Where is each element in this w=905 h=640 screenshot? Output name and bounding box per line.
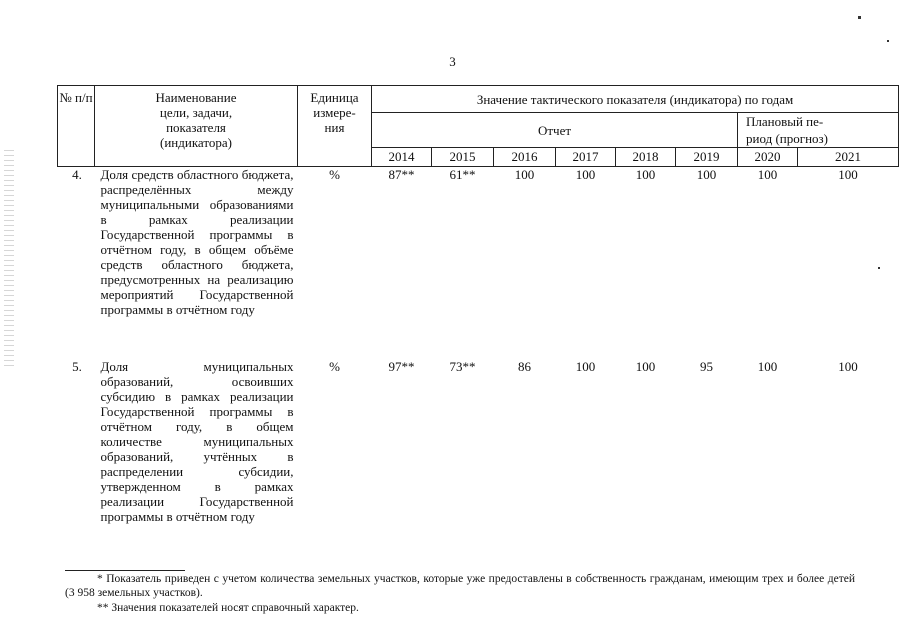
header-name-line: показателя bbox=[166, 120, 226, 135]
header-year: 2018 bbox=[616, 148, 676, 167]
header-values-group: Значение тактического показателя (индикатора) по годам bbox=[372, 86, 899, 113]
row-value: 100 bbox=[635, 359, 656, 374]
row-value: 100 bbox=[757, 167, 778, 182]
header-unit-line: Единица bbox=[310, 90, 359, 105]
header-year: 2015 bbox=[432, 148, 494, 167]
footnote-double-asterisk: ** Значения показателей носят справочный характер. bbox=[97, 602, 359, 614]
row-number: 4. bbox=[72, 167, 82, 182]
row-value: 61** bbox=[449, 167, 476, 182]
footnote-asterisk: * Показатель приведен с учетом количества земельных участков, которые уже предоставлены в собственность гражданам, имеющим трех и более детей (3 958 земельных участков). bbox=[65, 573, 855, 599]
row-number: 5. bbox=[72, 359, 82, 374]
footnote-separator bbox=[65, 570, 185, 571]
row-value: 97** bbox=[388, 359, 415, 374]
row-value: 87** bbox=[388, 167, 415, 182]
header-plan-line: риод (прогноз) bbox=[746, 131, 828, 146]
header-plan-line: Плановый пе- bbox=[746, 114, 824, 129]
header-year: 2014 bbox=[372, 148, 432, 167]
row-value: 100 bbox=[514, 167, 535, 182]
header-unit-line: измере- bbox=[313, 105, 356, 120]
indicator-table bbox=[57, 85, 899, 524]
header-year: 2020 bbox=[738, 148, 798, 167]
header-year: 2016 bbox=[494, 148, 556, 167]
header-report: Отчет bbox=[372, 113, 738, 148]
header-unit-line: ния bbox=[324, 120, 345, 135]
header-unit bbox=[298, 86, 372, 167]
row-value: 100 bbox=[635, 167, 656, 182]
header-number: № п/п bbox=[58, 86, 95, 167]
scan-speck bbox=[878, 267, 880, 269]
row-indicator-name: Доля средств областного бюджета, распределённых между муниципальными образованиями в рамках реализации Государственной программы в отчётном году, в общем объёме средств областного бюджета, предусмотренных на реализацию мероприятий Государственной программы в отчётном году bbox=[100, 167, 294, 317]
header-name-line: Наименование bbox=[155, 90, 237, 105]
header-plan bbox=[738, 113, 899, 148]
header-year: 2019 bbox=[676, 148, 738, 167]
header-name bbox=[95, 86, 298, 167]
header-year: 2021 bbox=[798, 148, 899, 167]
header-year: 2017 bbox=[556, 148, 616, 167]
row-value: 73** bbox=[449, 359, 476, 374]
scan-speck bbox=[858, 16, 861, 19]
row-indicator-name: Доля муниципальных образований, освоивших субсидию в рамках реализации Государственной программы в отчётном году, в общем количестве муниципальных образований, учтённых в распределении субсидии, утвержденном в рамках реализации Государственной программы в отчётном году bbox=[100, 359, 294, 524]
row-value: 100 bbox=[838, 359, 858, 374]
page-number: 3 bbox=[449, 54, 456, 69]
row-value: 86 bbox=[518, 359, 531, 374]
table-row bbox=[58, 359, 899, 524]
binding-edge-shadow bbox=[4, 150, 14, 370]
table-row bbox=[58, 167, 899, 360]
header-name-line: (индикатора) bbox=[160, 135, 232, 150]
row-unit: % bbox=[329, 359, 340, 374]
row-value: 100 bbox=[757, 359, 778, 374]
row-value: 100 bbox=[696, 167, 717, 182]
row-value: 100 bbox=[575, 359, 596, 374]
header-name-line: цели, задачи, bbox=[159, 105, 233, 120]
row-value: 95 bbox=[700, 359, 713, 374]
scan-speck bbox=[887, 40, 889, 42]
row-value: 100 bbox=[838, 167, 858, 182]
row-unit: % bbox=[329, 167, 340, 182]
row-value: 100 bbox=[575, 167, 596, 182]
